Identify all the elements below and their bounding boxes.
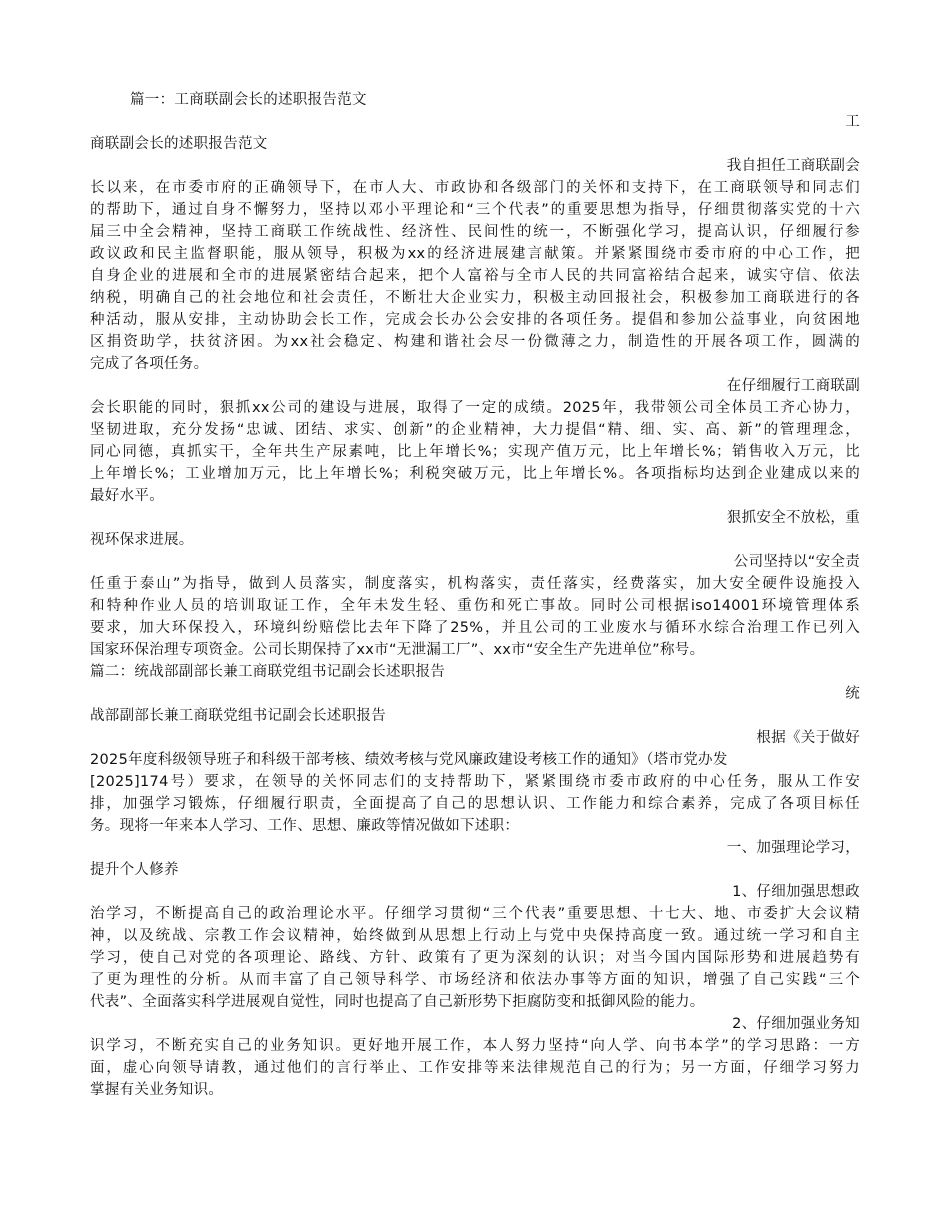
paragraph-line: 同心同德，真抓实干，全年共生产尿素吨，比上年增长%；实现产值万元，比上年增长%；销售收入万元，比 (90, 444, 860, 460)
paragraph-line: 要求，加大环保投入，环境纠纷赔偿比去年下降了25%，并且公司的工业废水与循环水综合治理工作已列入 (90, 620, 860, 636)
paragraph-line: 治学习，不断提高自己的政治理论水平。仔细学习贯彻“三个代表”重要思想、十七大、地、市委扩大会议精 (90, 906, 860, 922)
paragraph-line: 会长职能的同时，狠抓xx公司的建设与进展，取得了一定的成绩。2025年，我带领公司全体员工齐心协力， (90, 400, 860, 416)
paragraph-line: 和特种作业人员的培训取证工作，全年未发生轻、重伤和死亡事故。同时公司根据iso14001环境管理体系 (90, 598, 860, 614)
paragraph-end: 国家环保治理专项资金。公司长期保持了xx市“无泄漏工厂”、xx市“安全生产先进单位”称号。 (90, 642, 705, 658)
paragraph-line: 面，虚心向领导请教，通过他们的言行举止、工作安排等来法律规范自己的行为；另一方面，仔细学习努力 (90, 1060, 860, 1076)
paragraph-end: 务。现将一年来本人学习、工作、思想、廉政等情况做如下述职： (90, 818, 520, 834)
paragraph-line: 届三中全会精神，坚持工商联工作统战性、经济性、民间性的统一，不断强化学习，提高认识，仔细履行参 (90, 224, 860, 240)
section-heading-1: 篇一：工商联副会长的述职报告范文 (130, 92, 367, 108)
document-title: 商联副会长的述职报告范文 (90, 136, 268, 152)
paragraph-line: 神，以及统战、宗教工作会议精神，始终做到从思想上行动上与党中央保持高度一致。通过统一学习和自主 (90, 928, 860, 944)
title-fragment: 统 (845, 686, 860, 702)
subheading-end: 视环保求进展。 (90, 532, 194, 548)
paragraph-line: 排，加强学习锻炼，仔细履行职责，全面提高了自己的思想认识、工作能力和综合素养，完成了各项目标任 (90, 796, 860, 812)
section-heading-2: 篇二：统战部副部长兼工商联党组书记副会长述职报告 (90, 664, 446, 680)
subheading-end: 提升个人修养 (90, 862, 179, 878)
paragraph-line: 的帮助下，通过自身不懈努力，坚持以邓小平理论和“三个代表”的重要思想为指导，仔细贯彻落实党的十六 (90, 202, 860, 218)
paragraph-line: 坚韧进取，充分发扬“忠诚、团结、求实、创新”的企业精神，大力提倡“精、细、实、高、新”的管理理念， (90, 422, 860, 438)
paragraph-line: [2025]174号）要求，在领导的关怀同志们的支持帮助下，紧紧围绕市委市政府的中心任务，服从工作安 (90, 774, 860, 790)
paragraph-start: 1、仔细加强思想政 (732, 884, 860, 900)
paragraph-line: 学习，使自己对党的各项理论、路线、方针、政策有了更为深刻的认识；对当今国内国际形势和进展趋势有 (90, 950, 860, 966)
subheading-start: 一、加强理论学习， (726, 840, 860, 856)
paragraph-line: 2025年度科级领导班子和科级干部考核、绩效考核与党风廉政建设考核工作的通知》（塔市党办发 (90, 752, 728, 768)
paragraph-line: 种活动，服从安排，主动协助会长工作，完成会长办公会安排的各项任务。提倡和参加公益事业，向贫困地 (90, 312, 860, 328)
paragraph-line: 纳税，明确自己的社会地位和社会责任，不断壮大企业实力，积极主动回报社会，积极参加工商联进行的各 (90, 290, 860, 306)
subheading-start: 狠抓安全不放松，重 (726, 510, 860, 526)
paragraph-end: 完成了各项任务。 (90, 356, 209, 372)
paragraph-start: 在仔细履行工商联副 (726, 378, 860, 394)
paragraph-line: 长以来，在市委市府的正确领导下，在市人大、市政协和各级部门的关怀和支持下，在工商联领导和同志们 (90, 180, 860, 196)
title-fragment: 工 (845, 114, 860, 130)
paragraph-start: 2、仔细加强业务知 (732, 1016, 860, 1032)
document-title: 战部副部长兼工商联党组书记副会长述职报告 (90, 708, 386, 724)
paragraph-end: 代表”、全面落实科学进展观自觉性，同时也提高了自己新形势下拒腐防变和抵御风险的能力。 (90, 994, 705, 1010)
paragraph-line: 识学习，不断充实自己的业务知识。更好地开展工作，本人努力坚持“向人学、向书本学”的学习思路：一方 (90, 1038, 860, 1054)
paragraph-start: 我自担任工商联副会 (726, 158, 860, 174)
paragraph-start: 公司坚持以“安全责 (733, 554, 860, 570)
paragraph-line: 区捐资助学，扶贫济困。为xx社会稳定、构建和谐社会尽一份微薄之力，制造性的开展各项工作，圆满的 (90, 334, 860, 350)
paragraph-line: 政议政和民主监督职能，服从领导，积极为xx的经济进展建言献策。并紧紧围绕市委市府的中心工作，把 (90, 246, 860, 262)
paragraph-end: 最好水平。 (90, 488, 164, 504)
paragraph-line: 上年增长%；工业增加万元，比上年增长%；利税突破万元，比上年增长%。各项指标均达到企业建成以来的 (90, 466, 860, 482)
paragraph-line: 任重于泰山”为指导，做到人员落实，制度落实，机构落实，责任落实，经费落实，加大安全硬件设施投入 (90, 576, 860, 592)
paragraph-line: 自身企业的进展和全市的进展紧密结合起来，把个人富裕与全市人民的共同富裕结合起来，诚实守信、依法 (90, 268, 860, 284)
paragraph-start: 根据《关于做好 (756, 730, 860, 746)
paragraph-line: 了更为理性的分析。从而丰富了自己领导科学、市场经济和依法办事等方面的知识，增强了自己实践“三个 (90, 972, 860, 988)
paragraph-end: 掌握有关业务知识。 (90, 1082, 224, 1098)
